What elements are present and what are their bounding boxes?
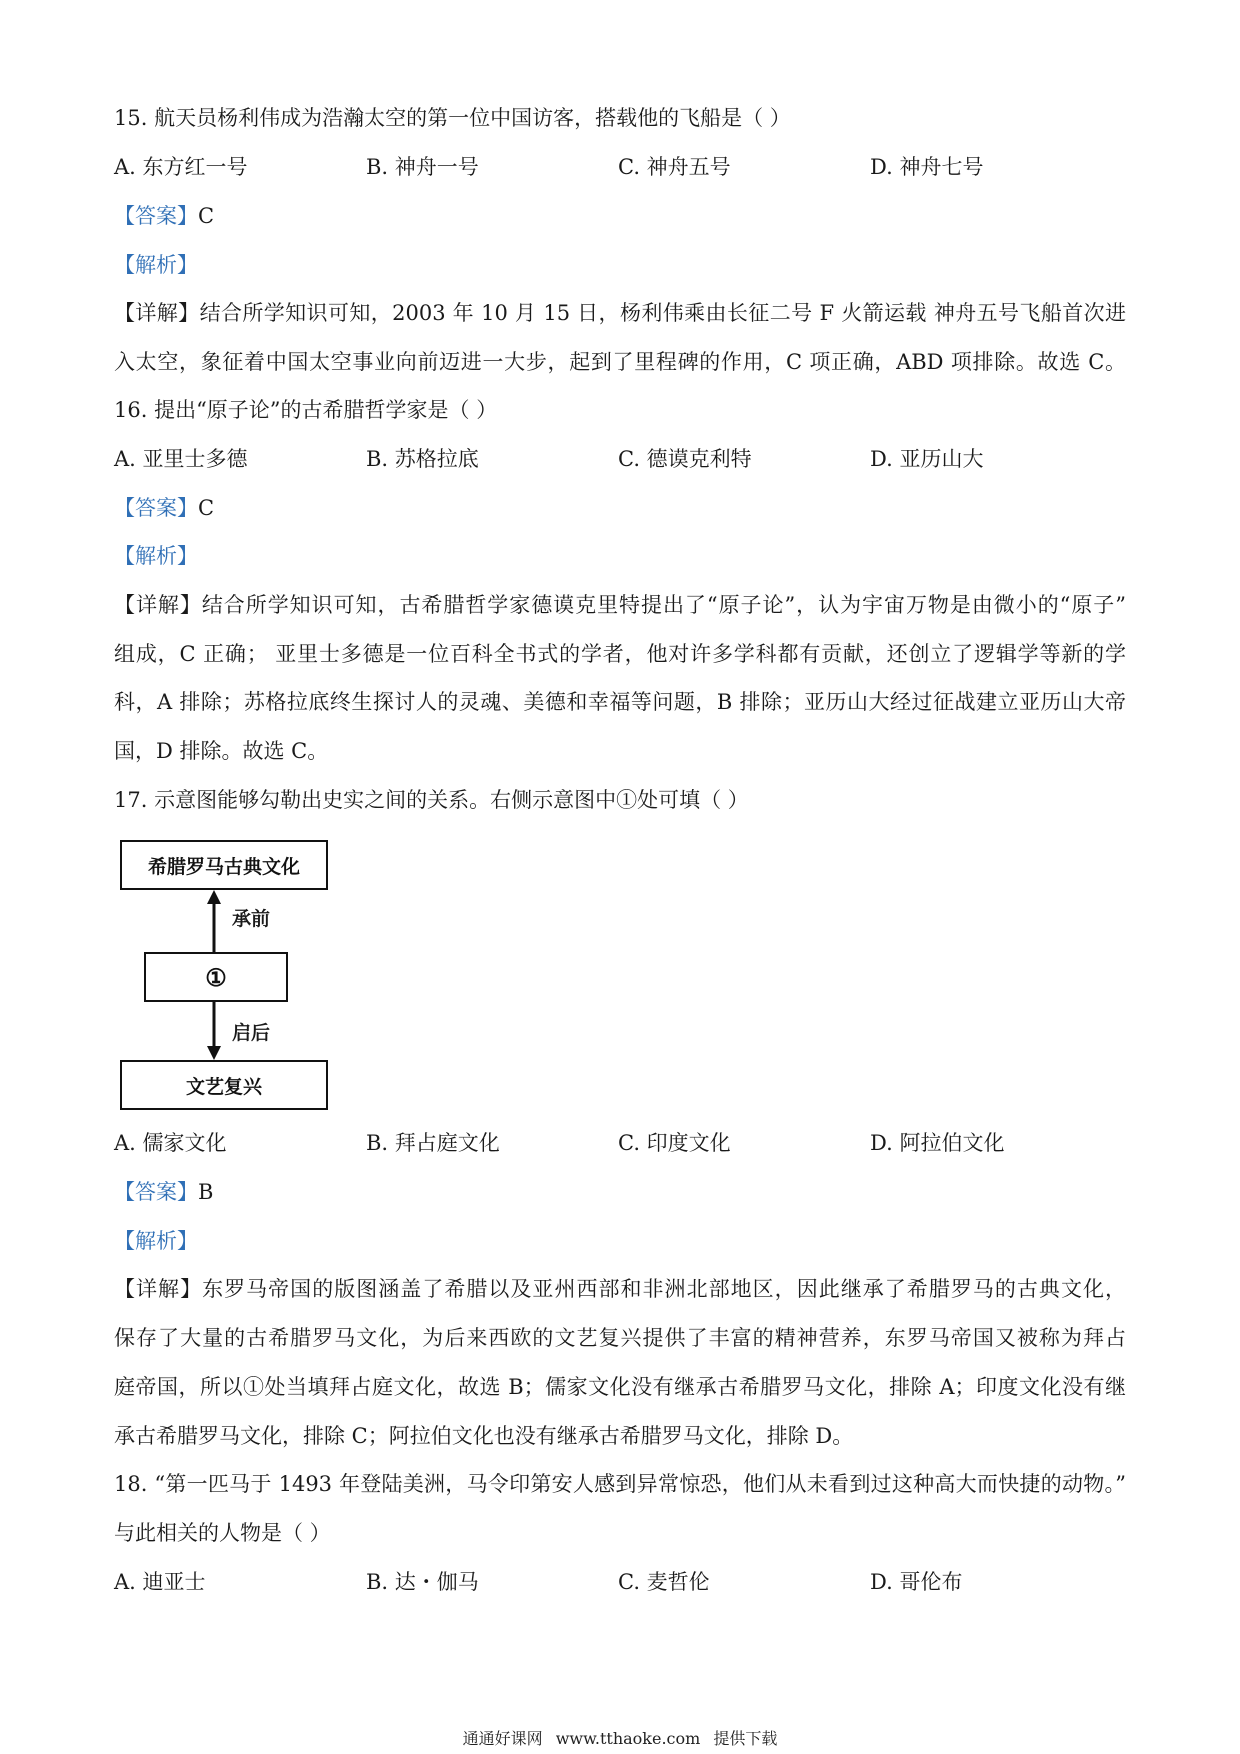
q15-option-a: A. 东方红一号 [114,155,248,179]
q17-question: 17. 示意图能够勾勒出史实之间的关系。右侧示意图中①处可填（ ） [114,788,749,812]
q18-option-a: A. 迪亚士 [114,1570,206,1594]
q16-detail-line-2: 组成，C 正确； 亚里士多德是一位百科全书式的学者，他对许多学科都有贡献，还创立了逻辑学等新的学 [114,642,1126,666]
q17-detail-line-3: 庭帝国，所以①处当填拜占庭文化，故选 B；儒家文化没有继承古希腊罗马文化，排除 A；印度文化没有继 [114,1375,1126,1399]
diagram-middle-box: ① [144,952,288,1002]
answer-tag: 【答案】 [114,1180,198,1204]
q16-question: 16. 提出“原子论”的古希腊哲学家是（ ） [114,398,498,422]
q17-option-b: B. 拜占庭文化 [366,1131,500,1155]
page-footer [0,1726,1240,1749]
q15-question: 15. 航天员杨利伟成为浩瀚太空的第一位中国访客，搭载他的飞船是（ ） [114,106,791,130]
q17-detail-line-2: 保存了大量的古希腊罗马文化，为后来西欧的文艺复兴提供了丰富的精神营养，东罗马帝国又被称为拜占 [114,1326,1126,1350]
q16-analysis-tag: 【解析】 [114,544,198,568]
q18-option-b: B. 达・伽马 [366,1570,479,1594]
footer-brand: 通通好课网 [462,1729,543,1748]
arrow-down-head [207,1046,221,1060]
detail-tag: 【详解】 [114,593,202,617]
q18-question-line-1: 18. “第一匹马于 1493 年登陆美洲，马令印第安人感到异常惊恐，他们从未看到过这种高大而快捷的动物。” [114,1472,1126,1496]
detail-tag: 【详解】 [114,301,200,325]
q15-analysis-tag: 【解析】 [114,253,198,277]
q16-option-c: C. 德谟克利特 [618,447,752,471]
q18-question-line-2: 与此相关的人物是（ ） [114,1521,331,1545]
q16-detail-line-1 [114,590,1126,620]
diagram-top-box: 希腊罗马古典文化 [120,840,328,890]
q16-option-a: A. 亚里士多德 [114,447,248,471]
q15-detail-line-1 [114,298,1126,328]
q16-detail-line-3: 科，A 排除；苏格拉底终生探讨人的灵魂、美德和幸福等问题，B 排除；亚历山大经过征战建立亚历山大帝 [114,690,1126,714]
detail-tag: 【详解】 [114,1277,203,1301]
q17-answer [114,1177,213,1207]
q17-detail-line-1 [114,1274,1126,1304]
q17-analysis-tag: 【解析】 [114,1229,198,1253]
q16-detail-line-4: 国，D 排除。故选 C。 [114,739,329,763]
q15-answer [114,201,214,231]
q17-option-a: A. 儒家文化 [114,1131,227,1155]
relationship-diagram [118,840,330,1110]
q17-detail-line-4: 承古希腊罗马文化，排除 C；阿拉伯文化也没有继承古希腊罗马文化，排除 D。 [114,1424,854,1448]
answer-value: C [198,496,215,520]
q15-option-d: D. 神舟七号 [870,155,984,179]
answer-value: C [198,204,215,228]
diagram-bottom-box: 文艺复兴 [120,1060,328,1110]
q17-option-d: D. 阿拉伯文化 [870,1131,1005,1155]
q18-option-c: C. 麦哲伦 [618,1570,710,1594]
q16-option-b: B. 苏格拉底 [366,447,479,471]
q15-detail-line-2: 入太空，象征着中国太空事业向前迈进一大步，起到了里程碑的作用，C 项正确，ABD 项排除。故选 C。 [114,350,1126,374]
footer-url[interactable]: www.tthaoke.com [555,1729,701,1748]
detail-text: 东罗马帝国的版图涵盖了希腊以及亚州西部和非洲北部地区，因此继承了希腊罗马的古典文化， [202,1277,1127,1301]
detail-text: 结合所学知识可知，古希腊哲学家德谟克里特提出了“原子论”，认为宇宙万物是由微小的“原子” [201,593,1126,617]
answer-value: B [198,1180,214,1204]
q16-option-d: D. 亚历山大 [870,447,984,471]
detail-text: 结合所学知识可知，2003 年 10 月 15 日，杨利伟乘由长征二号 F 火箭运载 神舟五号飞船首次进 [199,301,1126,325]
footer-suffix: 提供下载 [713,1729,778,1748]
q15-option-b: B. 神舟一号 [366,155,479,179]
arrow-up-head [207,890,221,904]
diagram-down-label: 启后 [232,1022,271,1044]
answer-tag: 【答案】 [114,496,198,520]
diagram-up-label: 承前 [232,908,271,930]
answer-tag: 【答案】 [114,204,198,228]
q15-option-c: C. 神舟五号 [618,155,731,179]
q17-option-c: C. 印度文化 [618,1131,731,1155]
q18-option-d: D. 哥伦布 [870,1570,963,1594]
q16-answer [114,493,214,523]
